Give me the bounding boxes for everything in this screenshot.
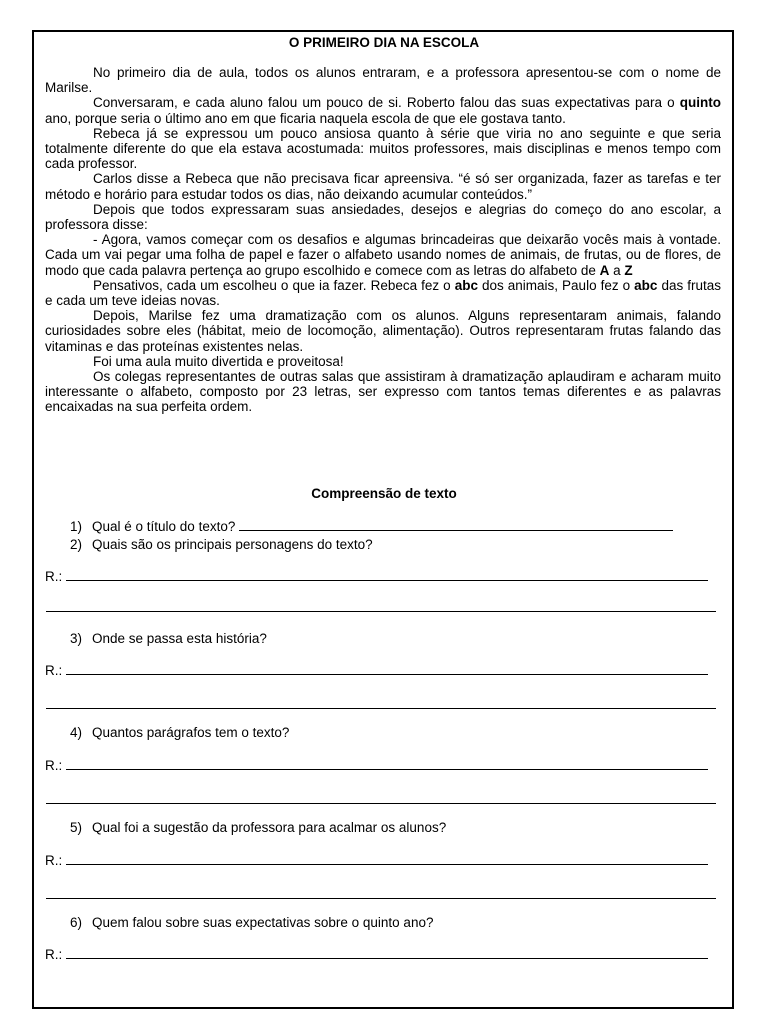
paragraph-3: [45, 126, 721, 172]
story-text: [45, 65, 721, 415]
question-number: 1): [70, 519, 83, 534]
question-text: Quem falou sobre suas expectativas sobre o quinto ano?: [92, 915, 434, 930]
paragraph-1: [45, 65, 721, 95]
question-2: [70, 537, 373, 553]
text-run: Conversaram, e cada aluno falou um pouco de si. Roberto falou das suas expectativas para o: [93, 95, 680, 111]
section-subtitle: Compreensão de texto: [311, 486, 457, 501]
question-number: 6): [70, 915, 83, 930]
question-text: Quais são os principais personagens do texto?: [92, 537, 373, 552]
question-number: 5): [70, 820, 83, 835]
answer-row: [45, 662, 708, 679]
paragraph-6: [45, 232, 721, 278]
paragraph-9: [45, 354, 721, 369]
bold-word-abc: abc: [454, 277, 478, 293]
document-title: O PRIMEIRO DIA NA ESCOLA: [288, 35, 480, 50]
text-run: Pensativos, cada um escolheu o que ia fazer. Rebeca fez o: [93, 277, 455, 293]
answer-label: R.:: [45, 569, 63, 584]
question-6: [70, 915, 433, 931]
text-run: Os colegas representantes de outras salas que assistiram à dramatização aplaudiram e acharam muito interessante o alfabeto, composto por 23 letras, ser expresso com tantos temas diferentes e as palavras encaixadas na sua perfeita ordem.: [45, 369, 721, 415]
text-run: - Agora, vamos começar com os desafios e algumas brincadeiras que deixarão vocês mais à vontade. Cada um vai pegar uma folha de papel e fazer o alfabeto usando nomes de animais, de frutas, ou de flores, de modo que cada palavra pertença ao grupo escolhido e comece com as letras do alfabeto de: [45, 232, 721, 278]
answer-line[interactable]: [46, 708, 716, 709]
question-4: [70, 725, 289, 741]
question-text: Qual foi a sugestão da professora para acalmar os alunos?: [92, 820, 447, 835]
answer-label: R.:: [45, 758, 63, 773]
title-answer-blank[interactable]: [239, 518, 673, 531]
question-1: [70, 518, 673, 535]
bold-letter-z: Z: [624, 262, 633, 278]
answer-line[interactable]: [66, 662, 708, 675]
question-number: 4): [70, 725, 83, 740]
text-run: Rebeca já se expressou um pouco ansiosa quanto à série que viria no ano seguinte e que seria totalmente diferente do que ela estava acostumada: muitos professores, mais disciplinas e menos tempo com cada professor.: [45, 125, 721, 172]
answer-row: [45, 568, 708, 585]
answer-row: [45, 757, 708, 774]
text-run: Depois, Marilse fez uma dramatização com os alunos. Alguns representaram animais, falando curiosidades sobre eles (hábitat, meio de locomoção, alimentação). Outros representaram frutas falando das vitaminas e das proteínas existentes nelas.: [45, 308, 721, 354]
text-run: Foi uma aula muito divertida e proveitosa!: [93, 353, 344, 369]
answer-label: R.:: [45, 947, 63, 962]
paragraph-8: [45, 308, 721, 354]
answer-label: R.:: [45, 663, 63, 678]
text-run: a: [609, 262, 625, 278]
bold-letter-a: A: [599, 262, 610, 278]
text-run: dos animais, Paulo fez o: [477, 277, 635, 293]
paragraph-7: [45, 278, 721, 308]
text-run: No primeiro dia de aula, todos os alunos entraram, e a professora apresentou-se com o nome de Marilse.: [45, 65, 721, 96]
answer-line[interactable]: [66, 852, 708, 865]
paragraph-5: [45, 202, 721, 232]
text-run: Carlos disse a Rebeca que não precisava ficar apreensiva. “é só ser organizada, fazer as tarefas e ter método e horário para estudar todos os dias, não deixando acumular conteúdos.”: [45, 171, 721, 202]
answer-line[interactable]: [66, 946, 708, 959]
answer-line[interactable]: [46, 611, 716, 612]
answer-label: R.:: [45, 853, 63, 868]
question-number: 3): [70, 631, 83, 646]
question-text: Qual é o título do texto?: [92, 519, 236, 534]
question-number: 2): [70, 537, 83, 552]
paragraph-2: [45, 95, 721, 125]
text-run: ano, porque seria o último ano em que ficaria naquela escola de que ele gostava tanto.: [45, 110, 566, 126]
answer-line[interactable]: [66, 757, 708, 770]
answer-line[interactable]: [46, 898, 716, 899]
question-text: Onde se passa esta história?: [92, 631, 267, 646]
answer-line[interactable]: [66, 568, 708, 581]
paragraph-4: [45, 171, 721, 201]
text-run: das frutas e cada um teve ideias novas.: [45, 277, 721, 309]
text-run: Depois que todos expressaram suas ansiedades, desejos e alegrias do começo do ano escolar, a professora disse:: [45, 201, 721, 233]
answer-row: [45, 946, 708, 963]
paragraph-10: [45, 369, 721, 415]
question-3: [70, 631, 267, 647]
question-text: Quantos parágrafos tem o texto?: [92, 725, 290, 740]
answer-row: [45, 852, 708, 869]
bold-word-abc: abc: [634, 277, 658, 293]
question-5: [70, 820, 446, 836]
answer-line[interactable]: [46, 803, 716, 804]
bold-word-quinto: quinto: [679, 95, 721, 111]
